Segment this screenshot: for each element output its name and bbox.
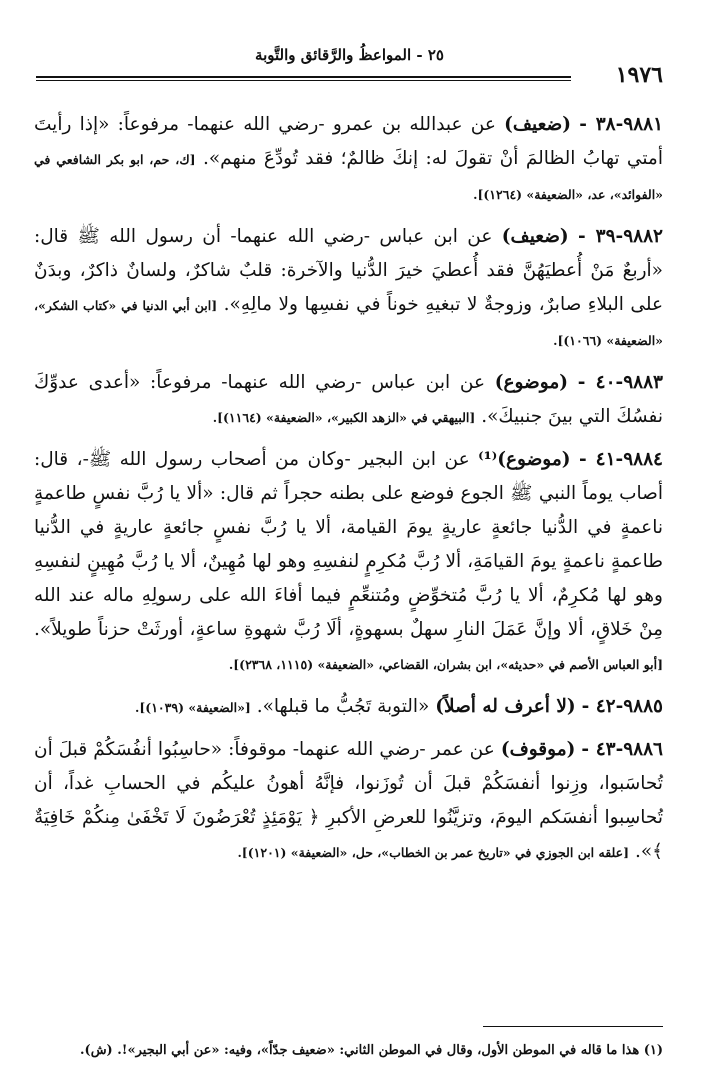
hadith-grade: (موقوف)	[500, 739, 576, 760]
hadith-number: ٩٨٨٦-٤٣ -	[581, 739, 663, 760]
hadith-text: عن ابن البجير -وكان من أصحاب رسول الله ﷺ-، قال: أصاب يوماً النبي ﷺ الجوع فوضع على بطنه حجراً ثم قال: «ألا يا رُبَّ نفسٍ طاعمةٍ ناعمةٍ في الدُّنيا جائعةٍ عاريةٍ يومَ القيامة، ألا يا رُبَّ نفسٍ جائعةٍ عاريةٍ في الدُّنيا طاعمةٍ ناعمةٍ يومَ القيامَةِ، ألا رُبَّ مُكرِمٍ لنفسِهِ وهو لها مُهِينٌ، ألا يا رُبَّ مُهِينٍ لنفسِهِ وهو لها مُكرِمٌ، ألا يا رُبَّ مُتخوِّضٍ ومُتنعِّمٍ فيما أفاءَ الله على رسولِهِ ماله عند الله مِنْ خَلاقٍ، ألا وإنَّ عَمَلَ النارِ سهلٌ بسهوةٍ، ألَا رُبَّ شهوةِ ساعةٍ، أورثَتْ حزناً طويلاً».	[34, 449, 663, 640]
hadith-text: «التوبة تَجُبُّ ما قبلها».	[256, 696, 430, 717]
hadith-number: ٩٨٨٢-٣٩ -	[578, 226, 663, 247]
footnote-divider	[483, 1026, 663, 1027]
header-rule	[36, 76, 571, 81]
hadith-grade: (موضوع)	[494, 372, 568, 393]
page-header	[36, 46, 663, 88]
hadith-reference: [«الضعيفة» (١٠٣٩)].	[135, 700, 251, 715]
hadith-grade: (لا أعرف له أصلاً)	[435, 696, 576, 717]
hadith-text: عن عبدالله بن عمرو -رضي الله عنهما- مرفوعاً: «إذا رأيتَ أمتي تهابُ الظالمَ أنْ تقولَ له: إنكَ ظالمٌ؛ فقد تُودِّعَ منهم».	[34, 114, 663, 169]
hadith-entry	[34, 366, 663, 435]
chapter-title: ٢٥ - المواعظُ والرَّقائق والتَّوبة	[255, 46, 444, 64]
hadith-reference: [علقه ابن الجوزي في «تاريخ عمر بن الخطاب»، حل، «الضعيفة» (١٢٠١)].	[237, 845, 630, 860]
hadith-text: عن ابن عباس -رضي الله عنهما- مرفوعاً: «أعدى عدوِّكَ نفسُكَ التي بينَ جنبيكَ».	[34, 372, 663, 427]
hadith-grade: (ضعيف)	[501, 226, 569, 247]
hadith-entry	[34, 733, 663, 870]
hadith-number: ٩٨٨٣-٤٠ -	[577, 372, 663, 393]
hadith-entry	[34, 690, 663, 725]
hadith-reference: [البيهقي في «الزهد الكبير»، «الضعيفة» (١١٦٤)].	[212, 410, 476, 425]
hadith-reference: [أبو العباس الأصم في «حديثه»، ابن بشران، القضاعي، «الضعيفة» (١١١٥، ٢٣٦٨)].	[228, 657, 663, 672]
hadith-entry	[34, 443, 663, 682]
footnote: (١) هذا ما قاله في الموطن الأول، وقال في الموطن الثاني: «ضعيف جدّاً»، وفيه: «عن أبي البجير»!. (ش).	[80, 1043, 663, 1058]
hadith-entry	[34, 108, 663, 212]
hadith-entry	[34, 220, 663, 358]
page-number: ١٩٧٦	[615, 62, 663, 88]
hadith-text: عن ابن عباس -رضي الله عنهما- أن رسول الله ﷺ قال: «أربعٌ مَنْ أُعطيَهُنَّ فقد أُعطيَ خيرَ الدُّنيا والآخرة: قلبٌ شاكرٌ، ولسانٌ ذاكرٌ، وبدَنٌ على البلاءِ صابرٌ، وزوجةٌ لا تبغيهِ خوناً في نفسِها ولا مالِهِ».	[34, 226, 663, 315]
hadith-grade: (ضعيف)	[504, 114, 571, 135]
hadith-number: ٩٨٨١-٣٨ -	[579, 114, 664, 135]
hadith-number: ٩٨٨٥-٤٢ -	[581, 696, 663, 717]
hadith-number: ٩٨٨٤-٤١ -	[578, 449, 663, 470]
hadith-list	[34, 108, 663, 878]
hadith-grade: (موضوع)⁽¹⁾	[478, 449, 571, 470]
hadith-text: عن عمر -رضي الله عنهما- موقوفاً: «حاسِبُوا أنفُسَكُمْ قبلَ أن تُحاسَبوا، وزِنوا أنفسَكُمْ قبلَ أن تُوزَنوا، فإنَّهُ أهونُ عليكُم في الحسابِ غداً، أن تُحاسِبوا أنفسَكم اليومَ، وتزيَّنُوا للعرضِ الأكبرِ ﴿ يَوْمَئِذٍ تُعْرَضُونَ لَا تَخْفَىٰ مِنكُمْ خَافِيَةٌ ﴾».	[34, 739, 663, 862]
hadith-reference: [ابن أبي الدنيا في «كتاب الشكر»، «الضعيفة» (١٠٦٦)].	[34, 298, 663, 348]
hadith-reference: [ك، حم، ابو بكر الشافعي في «الفوائد»، عد، «الضعيفة» (١٢٦٤)].	[34, 152, 663, 202]
